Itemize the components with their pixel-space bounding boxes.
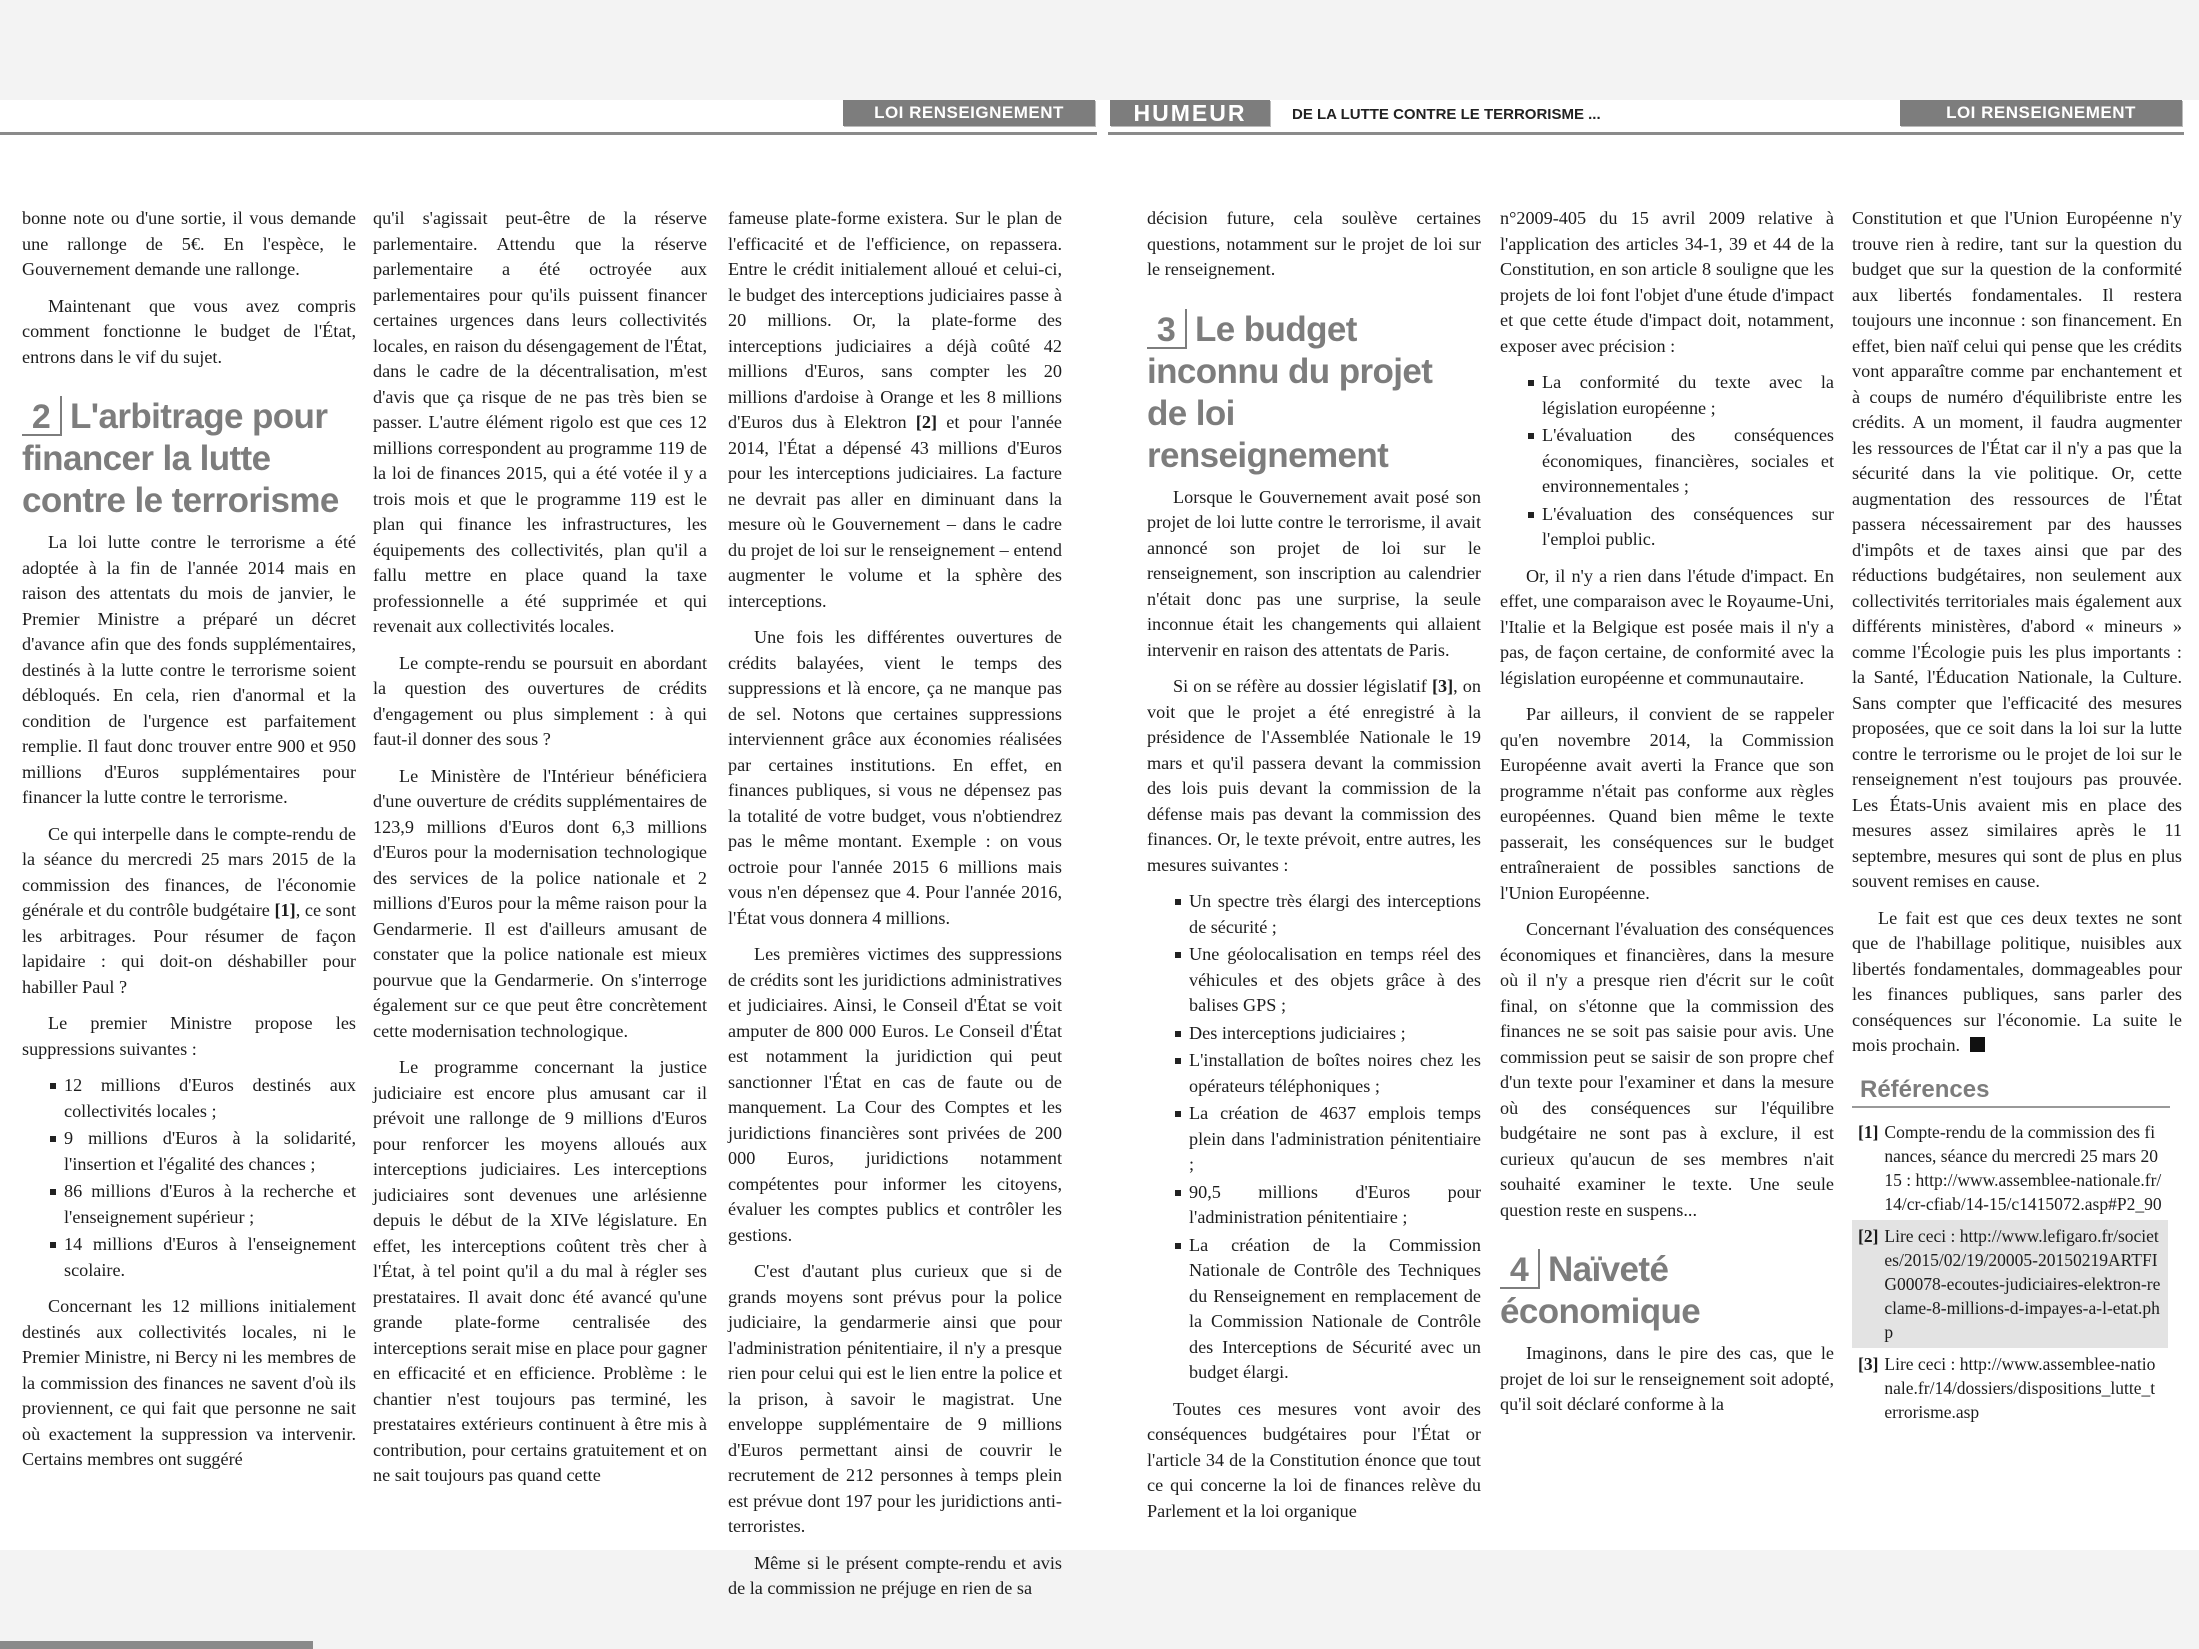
list-item: 86 millions d'Euros à la recherche et l'enseignement supérieur ; [50,1179,356,1230]
paragraph: Les premières victimes des suppressions de crédits sont les juridictions administratives et judiciaires. Ainsi, le Conseil d'État se voit amputer de 800 000 Euros. Le Conseil d'État est notamment la juridiction qui peut sanctionner l'État en cas de faute ou de manquement. La Cour des Comptes et les juridictions financières sont privées de 200 000 Euros, juridictions notamment compétentes pour informer les citoyens, évaluer les comptes publics et contrôler les gestions. [728,944,1062,1245]
section-heading-3 [1147,309,1481,477]
column-6 [1852,206,2182,1428]
bullet-list [1147,889,1481,1386]
paragraph: Maintenant que vous avez compris comment fonctionne le budget de l'État, entrons dans le vif du sujet. [22,295,356,367]
reference-link[interactable]: Compte-rendu de la commission des finances, séance du mercredi 25 mars 2015 : http://www.assemblee-nationale.fr/14/cr-cfiab/14-15/c1415072.asp#P2_90 [1884,1122,2162,1214]
paragraph [1147,674,1481,878]
section-tag-right: LOI RENSEIGNEMENT [1900,100,2182,126]
paragraph: Même si le présent compte-rendu et avis de la commission ne préjuge en rien de sa [728,1552,1062,1598]
text: Le fait est que ces deux textes ne sont que de l'habillage politique, nuisibles aux libertés fondamentales, dommageables pour les finances publiques, sans parler des conséquences sur l'économie. La suite le mois prochain. [1852,907,2182,1055]
paragraph: Le compte-rendu se poursuit en abordant la question des ouvertures de crédits d'engagement ou plus simplement : à qui faut-il donner des sous ? [373,652,707,749]
text: et pour l'année 2014, l'État a dépensé 43 millions d'Euros pour les interceptions judiciaires. La facture ne devrait pas aller en diminuant dans la mesure où le Gouvernement – dans le cadre du projet de loi sur le renseignement – entend augmenter le volume et la sphère des interceptions. [728,412,1062,611]
text: , on voit que le projet a été enregistré à la présidence de l'Assemblée Nationale le 19 mars et qu'il passera devant la commission des lois puis devant la commission de la défense mais pas devant la commission des finances. Or, le texte prévoit, entre autres, les mesures suivantes : [1147,676,1481,875]
column-3 [728,206,1062,1613]
paragraph: qu'il s'agissait peut-être de la réserve parlementaire. Attendu que la réserve parlementaire a été octroyée aux parlementaires pour qu'ils puissent financer certaines urgences dans leurs collectivités locales, en raison du désengagement de l'État, dans le cadre de la décentralisation, m'est d'avis que ça risque de ne pas très bien se passer. L'autre élément rigolo est que ces 12 millions correspondent au programme 119 de la loi de finances 2015, qui a été votée il y a trois mois et que le programme 119 est le plan qui finance les infrastructures, les équipements des collectivités, plan qu'il a fallu mettre en place quand la taxe professionnelle a été supprimée et qui revenait aux collectivités locales. [373,208,707,636]
list-item: La conformité du texte avec la législation européenne ; [1528,370,1834,421]
paragraph: Constitution et que l'Union Européenne n'y trouve rien à redire, tant sur la question du budget que sur la question de la conformité aux libertés fondamentales. Il restera toujours une inconnue : son financement. En effet, bien naïf celui qui pense que les crédits vont apparaître comme par enchantement et à coups de numéro d'équilibriste entre les crédits. A un moment, il faudra augmenter les ressources de l'État car il n'y a pas que la sécurité dans la vie politique. Or, cette augmentation des ressources de l'État passera nécessairement par des hausses d'impôts et de taxes ainsi que par des réductions budgétaires, non seulement aux collectivités territoriales mais également aux différents ministères, d'abord « mineurs » comme l'Écologie puis les plus importants : la Santé, l'Éducation Nationale, la Culture. Sans compter que l'efficacité des mesures proposées, que ce soit dans la loi sur la lutte contre le terrorisme ou le projet de loi sur le renseignement n'est toujours pas prouvée. Les États-Unis avaient mis en place des mesures assez similaires après le 11 septembre, mesures qui sont de plus en plus souvent remises en cause. [1852,208,2182,891]
paragraph [728,206,1062,614]
section-heading-2 [22,396,356,522]
section-heading-4 [1500,1249,1834,1333]
list-item: 9 millions d'Euros à la solidarité, l'insertion et l'égalité des chances ; [50,1126,356,1177]
reference-item-3 [1852,1348,2168,1428]
paragraph: Or, il n'y a rien dans l'étude d'impact. En effet, une comparaison avec le Royaume-Uni, l'Italie et la Belgique est posée mais il n'y a pas, de façon certaine, de conformité avec la législation européenne et communautaire. [1500,565,1834,688]
paragraph: Lorsque le Gouvernement avait posé son projet de loi lutte contre le terrorisme, il avait annoncé son projet de loi sur le renseignement, son inscription au calendrier n'était donc pas une surprise, la seule inconnue était les changements qui allaient intervenir en raison des attentats de Paris. [1147,486,1481,660]
reference-link[interactable]: Lire ceci : http://www.lefigaro.fr/societes/2015/02/19/20005-20150219ARTFIG00078-ecoutes-judiciaires-elektron-reclame-8-millions-d-impayes-a-l-etat.php [1884,1226,2161,1342]
column-2 [373,206,707,1500]
section-number: 2 [22,396,62,436]
citation-link-2[interactable]: [2] [915,412,938,432]
header-rule-right [1108,132,2184,135]
reference-number: [3] [1858,1354,1879,1374]
paragraph: Toutes ces mesures vont avoir des conséquences budgétaires pour l'État or l'article 34 de la Constitution énonce que tout ce qui concerne la loi de finances relève du Parlement et la loi organique [1147,1398,1481,1521]
reference-number: [1] [1858,1122,1879,1142]
end-of-article-square-icon [1970,1037,1985,1052]
list-item: Un spectre très élargi des interceptions de sécurité ; [1175,889,1481,940]
header-rule-left [0,132,1097,135]
text: , ce sont les arbitrages. Pour résumer de façon lapidaire : qui doit-on déshabiller pour habiller Paul ? [22,900,357,997]
list-item: La création de 4637 emplois temps plein dans l'administration pénitentiaire ; [1175,1101,1481,1178]
reference-link[interactable]: Lire ceci : http://www.assemblee-nationale.fr/14/dossiers/dispositions_lutte_terrorisme.asp [1884,1354,2156,1422]
text: Si on se réfère au dossier législatif [1173,676,1432,696]
column-5 [1500,206,1834,1429]
citation-link-1[interactable]: [1] [274,900,296,920]
bullet-list [1500,370,1834,553]
paragraph: C'est d'autant plus curieux que si de grands moyens sont prévus pour la police judiciaire, la gendarmerie ainsi que pour l'administration pénitentiaire, il n'y a presque rien pour celui qui est le lien entre la police et la prison, à savoir le magistrat. Une enveloppe supplémentaire de 9 millions d'Euros permettant ainsi de couvrir le recrutement de 212 personnes à temps plein est prévue dont 197 pour les juridictions anti-terroristes. [728,1261,1062,1536]
column-1 [22,206,356,1484]
paragraph: Le Ministère de l'Intérieur bénéficiera d'une ouverture de crédits supplémentaires de 123,9 millions d'Euros dont 6,3 millions d'Euros pour la modernisation technologique des services de la police nationale et 2 millions d'Euros pour la même raison pour la Gendarmerie. Il est d'ailleurs amusant de constater que la police nationale est mieux pourvue que la Gendarmerie. On s'interroge également sur ce que peut être concrètement cette modernisation technologique. [373,765,707,1041]
section-title: Le budget inconnu du projet de loi renseignement [1147,309,1433,475]
page-scroll-indicator[interactable] [0,1641,313,1649]
column-4 [1147,206,1481,1535]
section-title: L'arbitrage pour financer la lutte contre le terrorisme [22,397,339,520]
humeur-tag: HUMEUR [1110,100,1270,126]
reference-number: [2] [1858,1226,1879,1246]
paragraph [22,822,356,1001]
paragraph: décision future, cela soulève certaines questions, notamment sur le projet de loi sur le renseignement. [1147,208,1481,279]
paragraph: Une fois les différentes ouvertures de crédits balayées, vient le temps des suppressions et là encore, ça ne manque pas de sel. Notons que certaines suppressions interviennent grâce aux économies réalisées par certaines institutions. En effet, en finances publiques, si vous ne dépensez pas la totalité de votre budget, vous n'obtiendrez pas le même montant. Exemple : on vous octroie pour l'année 2015 6 millions mais vous n'en dépensez que 4. Pour l'année 2016, l'État vous donnera 4 millions. [728,627,1062,928]
paragraph: Par ailleurs, il convient de se rappeler qu'en novembre 2014, la Commission Européenne avait averti la France que son programme n'était pas conforme aux règles européennes. Quand bien même le texte passerait, les conséquences sur le budget entraîneraient de possibles sanctions de l'Union Européenne. [1500,704,1834,903]
list-item: 14 millions d'Euros à l'enseignement scolaire. [50,1232,356,1283]
paragraph: n°2009-405 du 15 avril 2009 relative à l'application des articles 34-1, 39 et 44 de la Constitution, en son article 8 souligne que les projets de loi font l'objet d'une étude d'impact et que cette étude d'impact doit, notamment, exposer avec précision : [1500,208,1834,356]
text: fameuse plate-forme existera. Sur le plan de l'efficacité et de l'efficience, on repassera. Entre le crédit initialement alloué et celui-ci, le budget des interceptions judiciaires passe à 20 millions. Or, la plate-forme des interceptions judiciaires a déjà coûté 42 millions d'Euros, sans compter les 20 millions d'ardoise à Orange et les 8 millions d'Euros dus à Elektron [728,208,1062,432]
list-item: La création de la Commission Nationale de Contrôle des Techniques du Renseignement en remplacement de la Commission Nationale de Contrôle des Interceptions de Sécurité avec un budget élargi. [1175,1233,1481,1386]
paragraph [1852,906,2182,1059]
list-item: Une géolocalisation en temps réel des véhicules et des objets grâce à des balises GPS ; [1175,942,1481,1019]
references-title: Références [1852,1077,2170,1109]
paragraph: La loi lutte contre le terrorisme a été adoptée à la fin de l'année 2014 mais en raison des attentats du mois de janvier, le Premier Ministre a préparé un décret d'avance afin que des fonds supplémentaires, destinés à la lutte contre le terrorisme soient débloqués. En cela, rien d'anormal et la condition de l'urgence est parfaitement remplie. Il faut donc trouver entre 900 et 950 millions d'Euros supplémentaires pour financer la lutte contre le terrorisme. [22,532,356,807]
section-title: Naïveté économique [1500,1250,1701,1331]
section-number: 3 [1147,309,1187,349]
list-item: 12 millions d'Euros destinés aux collectivités locales ; [50,1073,356,1124]
reference-item-1 [1852,1116,2168,1220]
paragraph: bonne note ou d'une sortie, il vous demande une rallonge de 5€. En l'espèce, le Gouvernement demande une rallonge. [22,208,356,279]
list-item: L'évaluation des conséquences sur l'emploi public. [1528,502,1834,553]
paragraph: Le programme concernant la justice judiciaire est encore plus amusant car il prévoit une rallonge de 9 millions d'Euros pour renforcer les moyens alloués aux interceptions judiciaires. Les interceptions judiciaires sont devenues une arlésienne depuis le début de la XIVe législature. En effet, les interceptions coûtent très cher à l'État, à tel point qu'il a du mal à régler ses prestataires. Il avait donc été avancé qu'une grande plate-forme centralisée des interceptions serait mise en place pour gagner en efficacité et en efficience. Problème : le chantier n'est toujours pas terminé, les prestataires extérieurs continuent à être mis à contribution, pour certains gratuitement et on ne sait toujours pas quand cette [373,1057,707,1485]
paragraph: Imaginons, dans le pire des cas, que le projet de loi sur le renseignement soit adopté, qu'il soit déclaré conforme à la [1500,1343,1834,1414]
reference-item-2 [1852,1220,2168,1348]
paragraph: Concernant les 12 millions initialement destinés aux collectivités locales, ni le Premier Ministre, ni Bercy ni les membres de la commission des finances ne savent d'où ils proviennent, ce qui fait que personne ne sait où exactement la suppression va intervenir. Certains membres ont suggéré [22,1296,356,1469]
section-tag-left: LOI RENSEIGNEMENT [843,100,1095,126]
header-kicker: DE LA LUTTE CONTRE LE TERRORISME ... [1292,106,1601,123]
list-item: 90,5 millions d'Euros pour l'administration pénitentiaire ; [1175,1180,1481,1231]
bullet-list [22,1073,356,1283]
section-number: 4 [1500,1249,1540,1289]
list-item: L'installation de boîtes noires chez les opérateurs téléphoniques ; [1175,1048,1481,1099]
text: Ce qui interpelle dans le compte-rendu de la séance du mercredi 25 mars 2015 de la commission des finances, de l'économie générale et du contrôle budgétaire [22,823,356,920]
list-item: Des interceptions judiciaires ; [1175,1021,1481,1047]
list-item: L'évaluation des conséquences économiques, financières, sociales et environnementales ; [1528,423,1834,500]
paragraph: Le premier Ministre propose les suppressions suivantes : [22,1013,356,1059]
citation-link-3[interactable]: [3] [1431,676,1454,696]
paragraph: Concernant l'évaluation des conséquences économiques et financières, dans la mesure où il n'y a presque rien d'écrit sur le coût final, on s'étonne que la commission des finances ne se soit pas saisie pour avis. Une commission peut se saisir de son propre chef d'un texte pour l'examiner et dans la mesure où des conséquences sur l'équilibre budgétaire ne sont pas à exclure, il est curieux qu'aucun de ses membres n'ait souhaité examiner le texte. Une seule question reste en suspens... [1500,919,1834,1220]
